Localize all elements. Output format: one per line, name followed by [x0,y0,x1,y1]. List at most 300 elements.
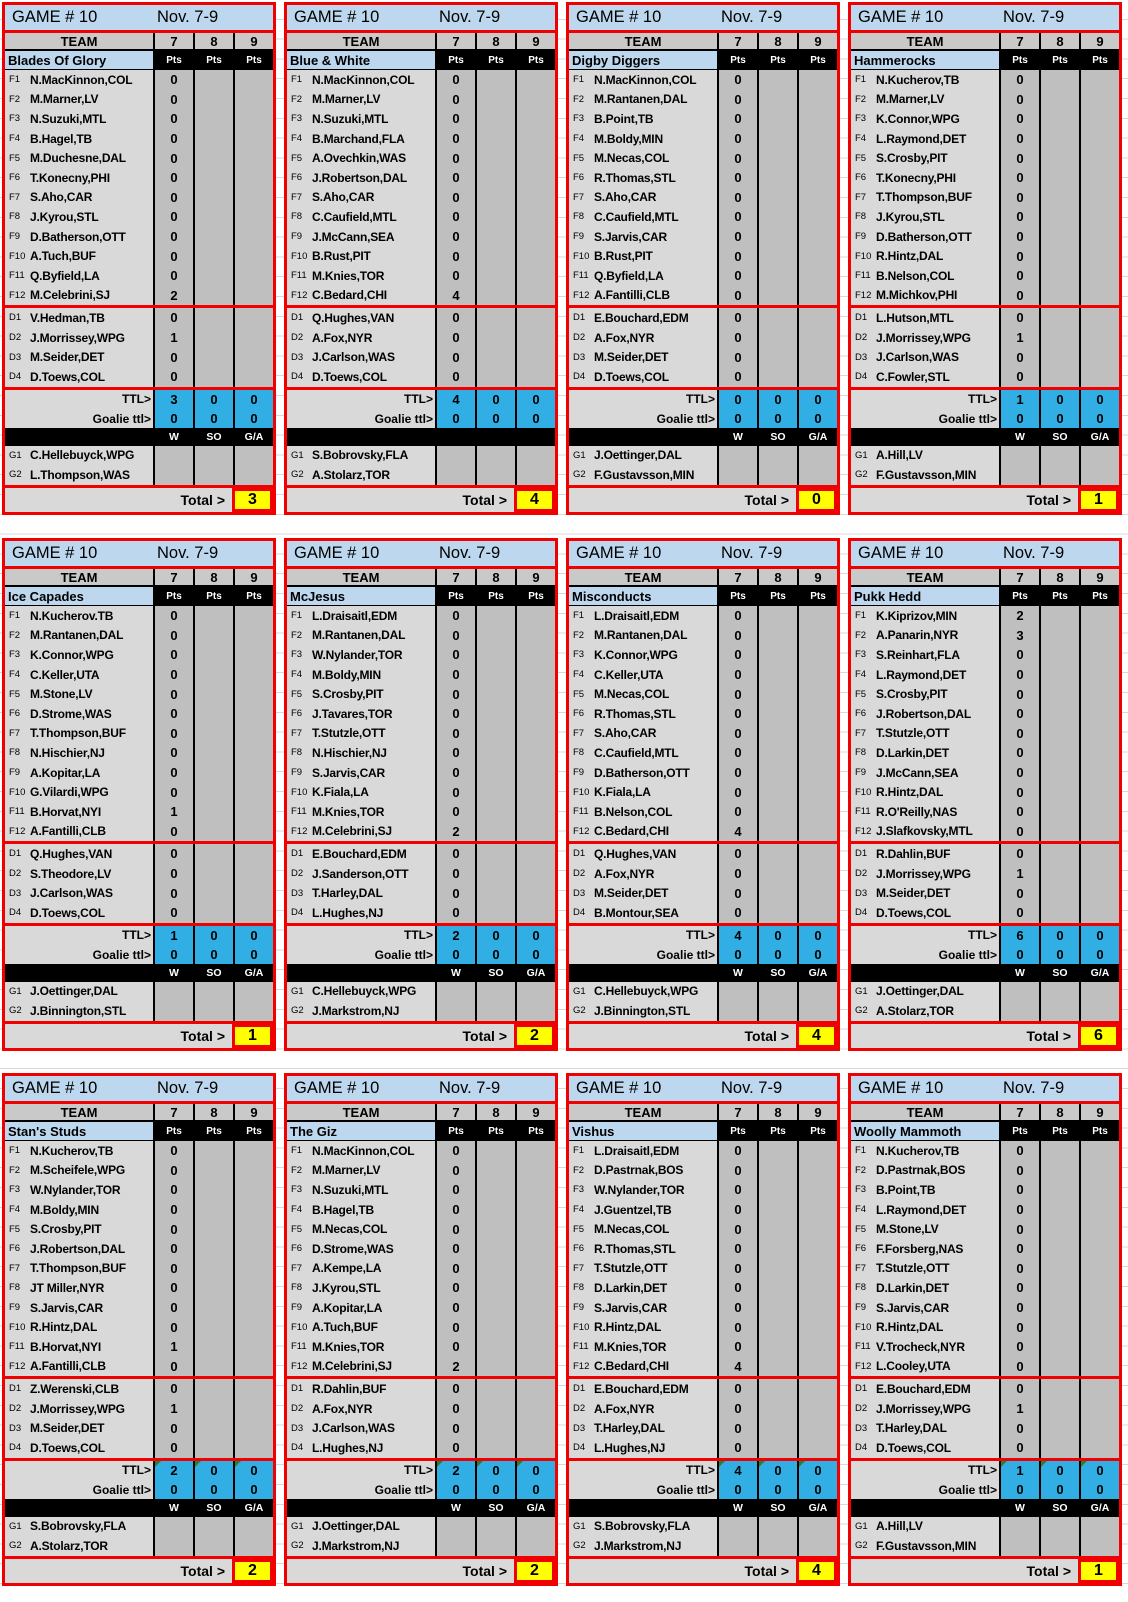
pts-cell-day9[interactable] [515,90,555,110]
pts-cell-day9[interactable] [797,684,837,704]
goalie-ga-cell[interactable] [1079,465,1119,485]
goalie-ttl-value-day7[interactable]: 0 [153,945,193,964]
pts-cell-day9[interactable] [1079,864,1119,884]
pts-cell-day7[interactable]: 0 [435,1259,475,1279]
pts-cell-day8[interactable] [757,266,797,286]
pts-cell-day9[interactable] [515,1399,555,1419]
pts-cell-day7[interactable]: 0 [717,1399,757,1419]
pts-cell-day7[interactable]: 0 [717,1317,757,1337]
pts-cell-day9[interactable] [1079,782,1119,802]
pts-cell-day8[interactable] [475,1337,515,1357]
pts-cell-day8[interactable] [757,1298,797,1318]
pts-cell-day9[interactable] [1079,802,1119,822]
ttl-value-day7[interactable]: 2 [153,1461,193,1481]
pts-cell-day8[interactable] [1039,704,1079,724]
pts-cell-day9[interactable] [233,207,273,227]
goalie-shutouts-cell[interactable] [1039,1517,1079,1537]
pts-cell-day7[interactable]: 0 [999,70,1039,90]
pts-cell-day8[interactable] [193,148,233,168]
pts-cell-day8[interactable] [1039,883,1079,903]
ttl-value-day9[interactable]: 0 [515,926,555,946]
pts-cell-day8[interactable] [193,347,233,367]
pts-cell-day8[interactable] [193,1418,233,1438]
pts-cell-day8[interactable] [1039,286,1079,306]
pts-cell-day9[interactable] [233,1337,273,1357]
ttl-value-day9[interactable]: 0 [797,926,837,946]
total-value[interactable]: 0 [796,488,837,512]
pts-cell-day8[interactable] [193,1239,233,1259]
pts-cell-day8[interactable] [193,266,233,286]
goalie-shutouts-cell[interactable] [475,446,515,466]
pts-cell-day7[interactable]: 0 [717,266,757,286]
pts-cell-day9[interactable] [515,347,555,367]
goalie-wins-cell[interactable] [999,446,1039,466]
pts-cell-day7[interactable]: 0 [999,286,1039,306]
ttl-value-day7[interactable]: 1 [153,926,193,946]
pts-cell-day9[interactable] [233,70,273,90]
pts-cell-day9[interactable] [797,148,837,168]
pts-cell-day9[interactable] [233,308,273,328]
goalie-ttl-value-day9[interactable]: 0 [1079,409,1119,428]
pts-cell-day8[interactable] [1039,246,1079,266]
pts-cell-day8[interactable] [475,844,515,864]
pts-cell-day7[interactable]: 0 [435,308,475,328]
pts-cell-day9[interactable] [233,782,273,802]
pts-cell-day9[interactable] [797,1219,837,1239]
pts-cell-day7[interactable]: 2 [153,286,193,306]
pts-cell-day7[interactable]: 0 [999,1141,1039,1161]
pts-cell-day9[interactable] [233,1317,273,1337]
pts-cell-day7[interactable]: 0 [999,1379,1039,1399]
pts-cell-day8[interactable] [193,665,233,685]
pts-cell-day7[interactable]: 0 [717,367,757,387]
pts-cell-day9[interactable] [515,802,555,822]
pts-cell-day8[interactable] [1039,1259,1079,1279]
pts-cell-day7[interactable]: 0 [999,1180,1039,1200]
pts-cell-day8[interactable] [757,822,797,842]
pts-cell-day7[interactable]: 0 [153,606,193,626]
goalie-wins-cell[interactable] [153,1536,193,1556]
pts-cell-day9[interactable] [233,883,273,903]
pts-cell-day9[interactable] [1079,684,1119,704]
pts-cell-day7[interactable]: 0 [999,207,1039,227]
pts-cell-day7[interactable]: 0 [717,207,757,227]
pts-cell-day9[interactable] [1079,1278,1119,1298]
goalie-ttl-value-day8[interactable]: 0 [193,409,233,428]
pts-cell-day7[interactable]: 0 [153,188,193,208]
pts-cell-day7[interactable]: 0 [435,1298,475,1318]
pts-cell-day7[interactable]: 0 [999,308,1039,328]
ttl-value-day9[interactable]: 0 [797,390,837,410]
pts-cell-day8[interactable] [475,864,515,884]
pts-cell-day7[interactable]: 1 [999,328,1039,348]
pts-cell-day8[interactable] [1039,903,1079,923]
pts-cell-day8[interactable] [193,367,233,387]
pts-cell-day7[interactable]: 0 [153,227,193,247]
goalie-wins-cell[interactable] [153,1001,193,1021]
pts-cell-day9[interactable] [797,1278,837,1298]
goalie-shutouts-cell[interactable] [193,1536,233,1556]
pts-cell-day8[interactable] [475,90,515,110]
pts-cell-day8[interactable] [757,1219,797,1239]
pts-cell-day8[interactable] [757,1259,797,1279]
pts-cell-day8[interactable] [1039,328,1079,348]
pts-cell-day7[interactable]: 0 [153,207,193,227]
pts-cell-day8[interactable] [757,109,797,129]
pts-cell-day7[interactable]: 0 [717,606,757,626]
pts-cell-day8[interactable] [757,308,797,328]
pts-cell-day8[interactable] [475,1399,515,1419]
pts-cell-day8[interactable] [475,743,515,763]
pts-cell-day9[interactable] [797,883,837,903]
pts-cell-day8[interactable] [475,606,515,626]
pts-cell-day9[interactable] [1079,1161,1119,1181]
pts-cell-day8[interactable] [757,903,797,923]
pts-cell-day8[interactable] [475,70,515,90]
pts-cell-day7[interactable]: 0 [999,90,1039,110]
pts-cell-day9[interactable] [797,266,837,286]
pts-cell-day8[interactable] [475,347,515,367]
pts-cell-day7[interactable]: 0 [153,1180,193,1200]
pts-cell-day9[interactable] [1079,645,1119,665]
goalie-shutouts-cell[interactable] [757,446,797,466]
pts-cell-day8[interactable] [475,367,515,387]
pts-cell-day7[interactable]: 0 [999,129,1039,149]
pts-cell-day8[interactable] [475,1161,515,1181]
pts-cell-day7[interactable]: 0 [717,802,757,822]
goalie-shutouts-cell[interactable] [475,1536,515,1556]
pts-cell-day7[interactable]: 0 [153,1438,193,1458]
pts-cell-day8[interactable] [193,1438,233,1458]
goalie-ttl-value-day7[interactable]: 0 [435,1480,475,1499]
pts-cell-day8[interactable] [1039,645,1079,665]
total-value[interactable]: 4 [796,1024,837,1048]
pts-cell-day7[interactable]: 2 [999,606,1039,626]
pts-cell-day7[interactable]: 0 [153,665,193,685]
total-value[interactable]: 2 [232,1559,273,1583]
pts-cell-day9[interactable] [515,1141,555,1161]
goalie-shutouts-cell[interactable] [757,1536,797,1556]
pts-cell-day7[interactable]: 0 [717,1337,757,1357]
goalie-ttl-value-day8[interactable]: 0 [475,1480,515,1499]
pts-cell-day8[interactable] [757,1438,797,1458]
pts-cell-day9[interactable] [797,308,837,328]
goalie-wins-cell[interactable] [153,446,193,466]
pts-cell-day8[interactable] [1039,1278,1079,1298]
pts-cell-day8[interactable] [1039,148,1079,168]
pts-cell-day8[interactable] [475,328,515,348]
pts-cell-day8[interactable] [1039,1141,1079,1161]
pts-cell-day7[interactable]: 0 [435,724,475,744]
pts-cell-day7[interactable]: 0 [717,1180,757,1200]
goalie-wins-cell[interactable] [717,1536,757,1556]
pts-cell-day7[interactable]: 0 [999,1259,1039,1279]
pts-cell-day7[interactable]: 0 [435,1219,475,1239]
pts-cell-day7[interactable]: 0 [717,883,757,903]
goalie-shutouts-cell[interactable] [193,982,233,1002]
pts-cell-day9[interactable] [797,1379,837,1399]
ttl-value-day8[interactable]: 0 [193,926,233,946]
goalie-ttl-value-day9[interactable]: 0 [515,945,555,964]
pts-cell-day9[interactable] [797,763,837,783]
pts-cell-day8[interactable] [757,1239,797,1259]
pts-cell-day9[interactable] [1079,1317,1119,1337]
goalie-wins-cell[interactable] [717,465,757,485]
goalie-shutouts-cell[interactable] [1039,982,1079,1002]
goalie-shutouts-cell[interactable] [1039,446,1079,466]
pts-cell-day8[interactable] [193,227,233,247]
goalie-ttl-value-day7[interactable]: 0 [999,945,1039,964]
pts-cell-day9[interactable] [797,347,837,367]
ttl-value-day9[interactable]: 0 [233,926,273,946]
pts-cell-day8[interactable] [757,606,797,626]
pts-cell-day7[interactable]: 0 [435,665,475,685]
pts-cell-day7[interactable]: 0 [999,168,1039,188]
pts-cell-day7[interactable]: 0 [153,626,193,646]
goalie-ga-cell[interactable] [797,1001,837,1021]
pts-cell-day8[interactable] [757,645,797,665]
pts-cell-day8[interactable] [193,109,233,129]
pts-cell-day7[interactable]: 0 [717,188,757,208]
pts-cell-day7[interactable]: 0 [717,90,757,110]
pts-cell-day9[interactable] [233,246,273,266]
pts-cell-day9[interactable] [797,903,837,923]
pts-cell-day8[interactable] [1039,743,1079,763]
pts-cell-day8[interactable] [757,90,797,110]
pts-cell-day7[interactable]: 4 [717,822,757,842]
goalie-shutouts-cell[interactable] [475,465,515,485]
pts-cell-day7[interactable]: 0 [999,1219,1039,1239]
pts-cell-day7[interactable]: 0 [999,1298,1039,1318]
pts-cell-day7[interactable]: 0 [435,844,475,864]
pts-cell-day8[interactable] [757,1317,797,1337]
pts-cell-day9[interactable] [1079,1239,1119,1259]
pts-cell-day9[interactable] [233,1418,273,1438]
goalie-wins-cell[interactable] [717,1001,757,1021]
pts-cell-day7[interactable]: 0 [999,724,1039,744]
pts-cell-day9[interactable] [797,802,837,822]
pts-cell-day7[interactable]: 0 [717,70,757,90]
goalie-ttl-value-day8[interactable]: 0 [475,409,515,428]
pts-cell-day9[interactable] [233,822,273,842]
pts-cell-day8[interactable] [193,606,233,626]
pts-cell-day7[interactable]: 0 [435,1418,475,1438]
total-value[interactable]: 1 [1078,1559,1119,1583]
pts-cell-day7[interactable]: 0 [999,684,1039,704]
pts-cell-day8[interactable] [1039,802,1079,822]
pts-cell-day7[interactable]: 0 [717,1418,757,1438]
pts-cell-day9[interactable] [233,1219,273,1239]
pts-cell-day8[interactable] [193,1298,233,1318]
pts-cell-day7[interactable]: 0 [153,1141,193,1161]
pts-cell-day9[interactable] [797,227,837,247]
ttl-value-day7[interactable]: 4 [435,390,475,410]
pts-cell-day8[interactable] [193,70,233,90]
pts-cell-day7[interactable]: 0 [717,308,757,328]
goalie-wins-cell[interactable] [999,465,1039,485]
pts-cell-day8[interactable] [757,626,797,646]
pts-cell-day8[interactable] [475,763,515,783]
pts-cell-day8[interactable] [193,1379,233,1399]
pts-cell-day9[interactable] [515,763,555,783]
pts-cell-day7[interactable]: 0 [435,1379,475,1399]
pts-cell-day7[interactable]: 0 [153,266,193,286]
pts-cell-day9[interactable] [797,1357,837,1377]
pts-cell-day7[interactable]: 0 [717,782,757,802]
pts-cell-day9[interactable] [1079,168,1119,188]
pts-cell-day8[interactable] [1039,90,1079,110]
pts-cell-day9[interactable] [1079,246,1119,266]
pts-cell-day7[interactable]: 0 [435,743,475,763]
pts-cell-day9[interactable] [1079,1219,1119,1239]
pts-cell-day8[interactable] [475,148,515,168]
pts-cell-day7[interactable]: 0 [435,168,475,188]
pts-cell-day8[interactable] [757,246,797,266]
pts-cell-day7[interactable]: 1 [999,864,1039,884]
ttl-value-day7[interactable]: 0 [717,390,757,410]
pts-cell-day9[interactable] [233,1379,273,1399]
pts-cell-day9[interactable] [1079,1438,1119,1458]
pts-cell-day8[interactable] [1039,1161,1079,1181]
pts-cell-day9[interactable] [1079,724,1119,744]
goalie-ttl-value-day7[interactable]: 0 [153,409,193,428]
pts-cell-day7[interactable]: 0 [717,328,757,348]
pts-cell-day7[interactable]: 0 [435,266,475,286]
pts-cell-day8[interactable] [193,1357,233,1377]
pts-cell-day8[interactable] [757,1180,797,1200]
goalie-shutouts-cell[interactable] [475,982,515,1002]
pts-cell-day8[interactable] [193,1141,233,1161]
goalie-ga-cell[interactable] [1079,982,1119,1002]
pts-cell-day9[interactable] [515,308,555,328]
pts-cell-day7[interactable]: 1 [153,802,193,822]
pts-cell-day7[interactable]: 0 [153,822,193,842]
pts-cell-day9[interactable] [1079,1357,1119,1377]
goalie-ga-cell[interactable] [1079,1001,1119,1021]
pts-cell-day8[interactable] [193,129,233,149]
pts-cell-day8[interactable] [757,148,797,168]
pts-cell-day9[interactable] [1079,328,1119,348]
pts-cell-day7[interactable]: 0 [435,802,475,822]
ttl-value-day9[interactable]: 0 [1079,1461,1119,1481]
goalie-shutouts-cell[interactable] [193,465,233,485]
pts-cell-day9[interactable] [1079,1379,1119,1399]
pts-cell-day7[interactable]: 0 [153,844,193,864]
pts-cell-day8[interactable] [193,246,233,266]
goalie-shutouts-cell[interactable] [193,446,233,466]
pts-cell-day7[interactable]: 0 [435,645,475,665]
pts-cell-day7[interactable]: 0 [999,883,1039,903]
pts-cell-day9[interactable] [515,1298,555,1318]
pts-cell-day7[interactable]: 0 [435,763,475,783]
ttl-value-day8[interactable]: 0 [475,926,515,946]
pts-cell-day8[interactable] [475,1438,515,1458]
pts-cell-day7[interactable]: 0 [435,684,475,704]
pts-cell-day9[interactable] [1079,606,1119,626]
pts-cell-day8[interactable] [757,665,797,685]
pts-cell-day7[interactable]: 0 [153,1317,193,1337]
pts-cell-day7[interactable]: 0 [435,148,475,168]
pts-cell-day7[interactable]: 0 [999,822,1039,842]
pts-cell-day7[interactable]: 0 [153,1379,193,1399]
pts-cell-day7[interactable]: 0 [153,109,193,129]
pts-cell-day7[interactable]: 0 [999,763,1039,783]
pts-cell-day8[interactable] [193,328,233,348]
pts-cell-day7[interactable]: 0 [153,1278,193,1298]
pts-cell-day8[interactable] [193,724,233,744]
goalie-ga-cell[interactable] [515,1517,555,1537]
pts-cell-day9[interactable] [797,704,837,724]
pts-cell-day9[interactable] [515,626,555,646]
pts-cell-day9[interactable] [797,1141,837,1161]
pts-cell-day8[interactable] [475,1259,515,1279]
pts-cell-day9[interactable] [233,347,273,367]
goalie-ga-cell[interactable] [1079,446,1119,466]
pts-cell-day7[interactable]: 0 [717,148,757,168]
ttl-value-day9[interactable]: 0 [1079,390,1119,410]
pts-cell-day9[interactable] [797,743,837,763]
pts-cell-day9[interactable] [1079,704,1119,724]
pts-cell-day9[interactable] [233,188,273,208]
pts-cell-day7[interactable]: 0 [153,883,193,903]
pts-cell-day7[interactable]: 0 [435,903,475,923]
pts-cell-day9[interactable] [1079,665,1119,685]
ttl-value-day7[interactable]: 2 [435,1461,475,1481]
pts-cell-day7[interactable]: 3 [999,626,1039,646]
pts-cell-day9[interactable] [515,743,555,763]
pts-cell-day7[interactable]: 0 [717,1379,757,1399]
pts-cell-day7[interactable]: 0 [153,645,193,665]
goalie-ttl-value-day8[interactable]: 0 [757,945,797,964]
pts-cell-day7[interactable]: 0 [435,864,475,884]
pts-cell-day8[interactable] [193,822,233,842]
pts-cell-day8[interactable] [1039,782,1079,802]
pts-cell-day8[interactable] [193,308,233,328]
pts-cell-day7[interactable]: 0 [153,763,193,783]
pts-cell-day7[interactable]: 0 [717,1200,757,1220]
pts-cell-day9[interactable] [515,1418,555,1438]
pts-cell-day9[interactable] [233,763,273,783]
ttl-value-day9[interactable]: 0 [233,390,273,410]
pts-cell-day8[interactable] [193,286,233,306]
pts-cell-day9[interactable] [797,328,837,348]
pts-cell-day8[interactable] [475,246,515,266]
pts-cell-day8[interactable] [475,1278,515,1298]
pts-cell-day7[interactable]: 0 [999,844,1039,864]
pts-cell-day8[interactable] [475,1239,515,1259]
goalie-wins-cell[interactable] [435,1536,475,1556]
goalie-ttl-value-day7[interactable]: 0 [435,945,475,964]
pts-cell-day8[interactable] [475,109,515,129]
pts-cell-day9[interactable] [797,864,837,884]
pts-cell-day8[interactable] [193,1337,233,1357]
ttl-value-day9[interactable]: 0 [797,1461,837,1481]
pts-cell-day9[interactable] [797,782,837,802]
pts-cell-day9[interactable] [233,743,273,763]
goalie-ttl-value-day8[interactable]: 0 [757,409,797,428]
goalie-ttl-value-day8[interactable]: 0 [1039,409,1079,428]
pts-cell-day9[interactable] [515,822,555,842]
pts-cell-day7[interactable]: 0 [717,864,757,884]
pts-cell-day8[interactable] [757,129,797,149]
pts-cell-day7[interactable]: 0 [717,1278,757,1298]
pts-cell-day9[interactable] [1079,1418,1119,1438]
pts-cell-day7[interactable]: 0 [435,246,475,266]
pts-cell-day7[interactable]: 0 [153,308,193,328]
pts-cell-day9[interactable] [797,1438,837,1458]
pts-cell-day7[interactable]: 0 [153,724,193,744]
pts-cell-day9[interactable] [515,328,555,348]
